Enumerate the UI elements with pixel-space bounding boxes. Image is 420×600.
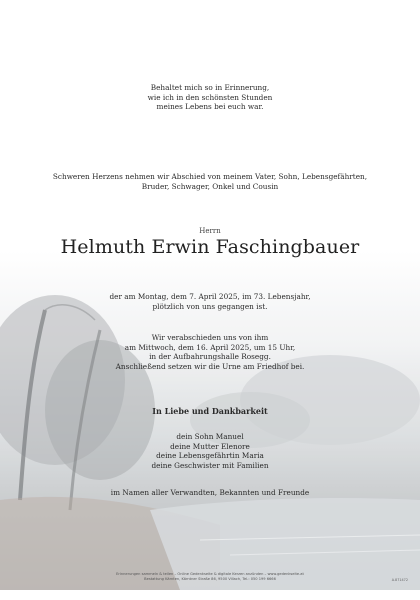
deceased-name: Helmuth Erwin Faschingbauer	[60, 236, 360, 258]
family-member: dein Sohn Manuel	[176, 432, 244, 441]
funeral-line: in der Aufbahrungshalle Rosegg.	[149, 352, 271, 362]
relatives-line: im Namen aller Verwandten, Bekannten und Freunde	[110, 488, 310, 497]
motto-line: wie ich in den schönsten Stunden	[147, 92, 273, 102]
motto-line: Behaltet mich so in Erinnerung,	[150, 83, 270, 92]
funeral-line: am Mittwoch, dem 16. April 2025, um 15 Uhr,	[124, 342, 296, 352]
footer-line: Erinnerungen sammeln & teilen – Online Gedenkseite & digitale Kerzen anzünden – www.gedenkseite.at	[116, 572, 304, 576]
intro-line: Schweren Herzens nehmen wir Abschied von meinem Vater, Sohn, Lebensgefährten,	[52, 172, 368, 181]
intro-line: Bruder, Schwager, Onkel und Cousin	[141, 181, 279, 191]
intro-text	[0, 172, 420, 191]
family-list	[0, 432, 420, 470]
funeral-line: Wir verabschieden uns von ihm	[151, 333, 269, 342]
funeral-line: Anschließend setzen wir die Urne am Friedhof bei.	[115, 361, 305, 371]
death-line: der am Montag, dem 7. April 2025, im 73. Lebensjahr,	[109, 292, 311, 301]
footer	[0, 572, 420, 582]
death-notice	[0, 292, 420, 311]
motto-line: meines Lebens bei euch war.	[156, 102, 264, 112]
motto	[0, 83, 420, 112]
love-heading: In Liebe und Dankbarkeit	[152, 406, 268, 416]
family-member: deine Lebensgefährtin Maria	[156, 451, 264, 461]
document-code: A.871472	[391, 578, 408, 582]
funeral-info	[0, 333, 420, 371]
salutation: Herrn	[199, 227, 221, 235]
family-member: deine Mutter Elenore	[170, 441, 250, 451]
footer-line: Bestattung Kärnten, Kärntner Straße 86, 9500 Villach, Tel.: 050 199 6666	[144, 577, 276, 581]
family-member: deine Geschwister mit Familien	[151, 460, 269, 470]
death-line: plötzlich von uns gegangen ist.	[152, 301, 268, 311]
